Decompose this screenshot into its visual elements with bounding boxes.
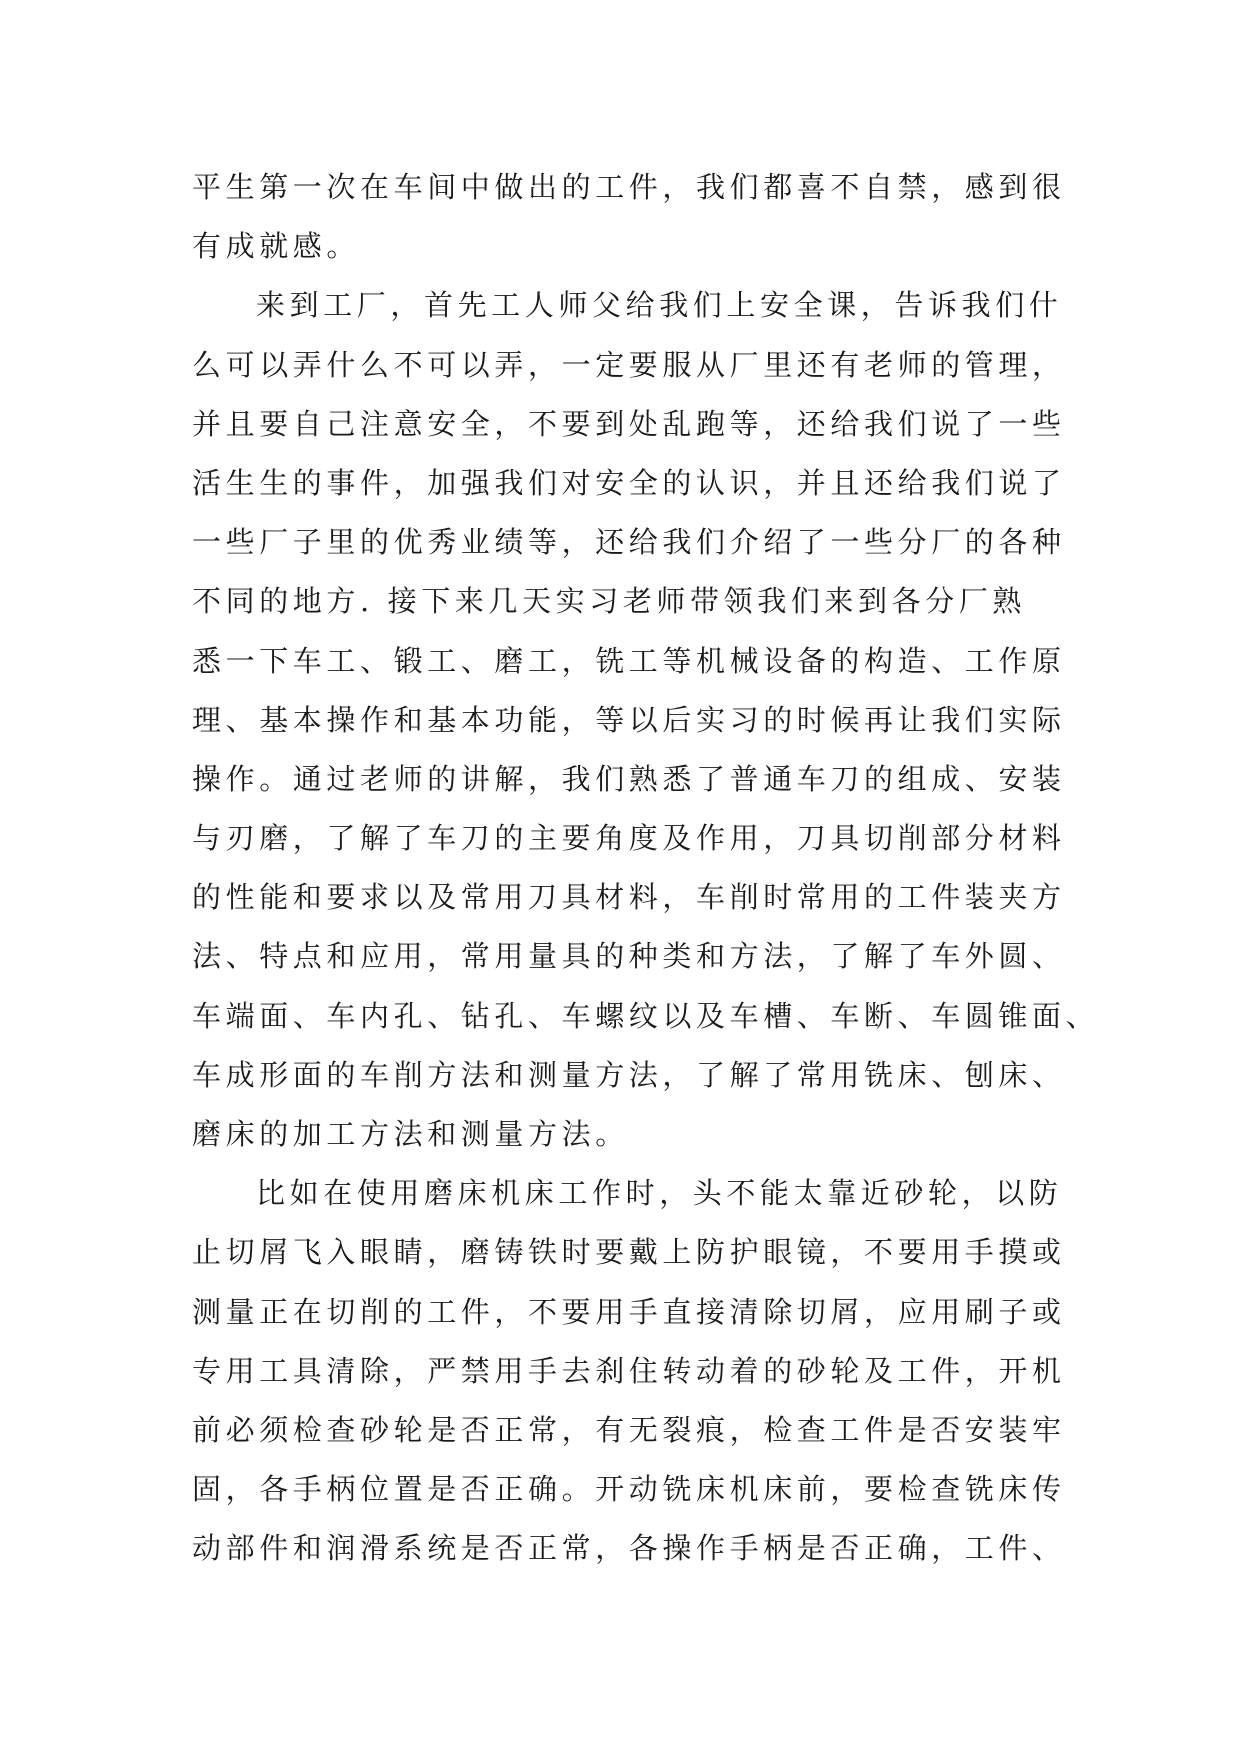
text-line: 不同的地方. 接下来几天实习老师带领我们来到各分厂熟 xyxy=(192,584,1027,619)
text-line: 操作。通过老师的讲解，我们熟悉了普通车刀的组成、安装 xyxy=(192,761,1066,796)
text-line: 止切屑飞入眼睛，磨铸铁时要戴上防护眼镜，不要用手摸或 xyxy=(192,1235,1066,1270)
text-line: 有成就感。 xyxy=(192,229,361,264)
paragraph-first-line: 来到工厂，首先工人师父给我们上安全课，告诉我们什 xyxy=(256,288,1063,323)
text-line: 活生生的事件，加强我们对安全的认识，并且还给我们说了 xyxy=(192,465,1066,500)
text-line: 理、基本操作和基本功能，等以后实习的时候再让我们实际 xyxy=(192,702,1066,737)
text-line: 么可以弄什么不可以弄，一定要服从厂里还有老师的管理， xyxy=(192,347,1066,382)
text-line: 车成形面的车削方法和测量方法，了解了常用铣床、刨床、 xyxy=(192,1057,1066,1092)
text-line: 前必须检查砂轮是否正常，有无裂痕，检查工件是否安装牢 xyxy=(192,1412,1066,1447)
text-line: 专用工具清除，严禁用手去刹住转动着的砂轮及工件，开机 xyxy=(192,1353,1066,1388)
text-line: 平生第一次在车间中做出的工件，我们都喜不自禁，感到很 xyxy=(192,170,1066,204)
paragraph-first-line: 比如在使用磨床机床工作时，头不能太靠近砂轮，以防 xyxy=(256,1176,1063,1211)
text-line: 与刃磨，了解了车刀的主要角度及作用，刀具切削部分材料 xyxy=(192,821,1066,856)
text-line: 的性能和要求以及常用刀具材料，车削时常用的工件装夹方 xyxy=(192,880,1066,915)
document-body xyxy=(192,158,1100,1579)
text-line: 法、特点和应用，常用量具的种类和方法，了解了车外圆、 xyxy=(192,939,1066,974)
text-line: 测量正在切削的工件，不要用手直接清除切屑，应用刷子或 xyxy=(192,1294,1066,1329)
text-line: 磨床的加工方法和测量方法。 xyxy=(192,1117,629,1151)
text-line: 一些厂子里的优秀业绩等，还给我们介绍了一些分厂的各种 xyxy=(192,525,1066,560)
text-line: 车端面、车内孔、钻孔、车螺纹以及车槽、车断、车圆锥面、 xyxy=(192,998,1100,1033)
text-line: 悉一下车工、锻工、磨工，铣工等机械设备的构造、工作原 xyxy=(192,643,1066,678)
text-line: 动部件和润滑系统是否正常，各操作手柄是否正确，工件、 xyxy=(192,1531,1066,1566)
text-line: 并且要自己注意安全，不要到处乱跑等，还给我们说了一些 xyxy=(192,406,1066,441)
text-line: 固，各手柄位置是否正确。开动铣床机床前，要检查铣床传 xyxy=(192,1472,1066,1507)
